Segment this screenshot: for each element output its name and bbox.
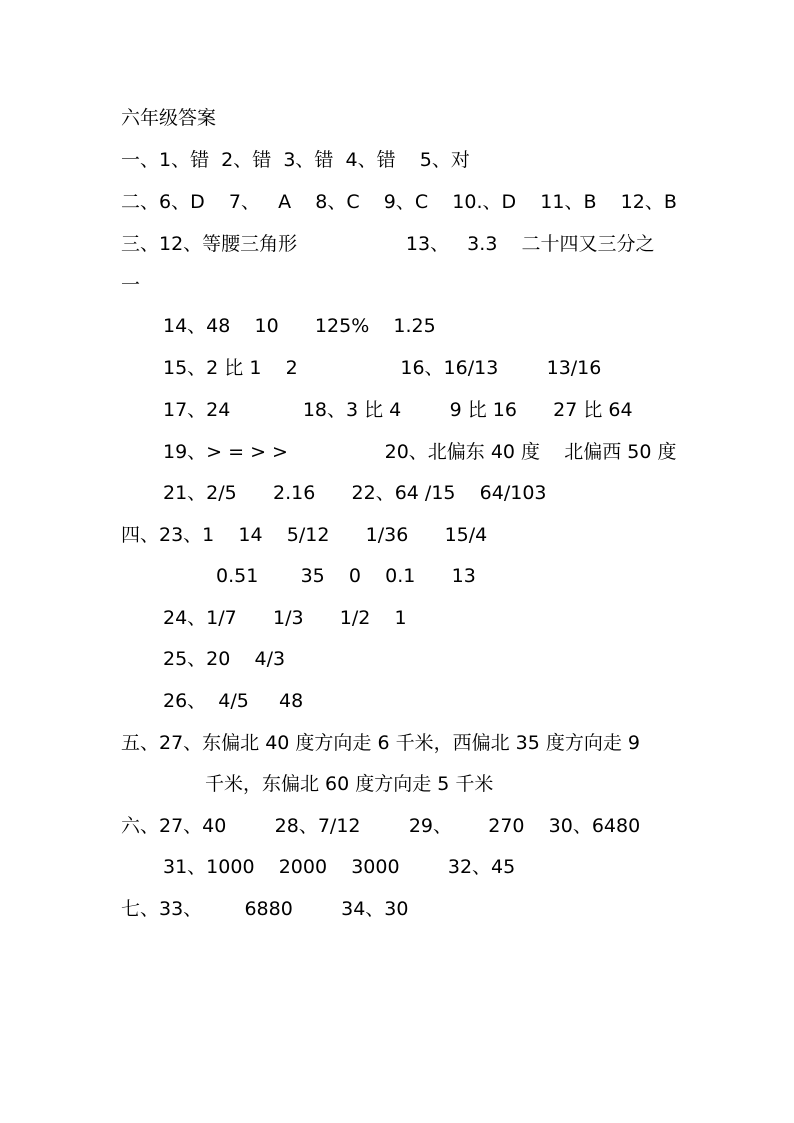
section-5-answers-line-1: 五、27、东偏北 40 度方向走 6 千米，西偏北 35 度方向走 9 xyxy=(121,732,640,754)
section-6-answers-line-2: 31、1000 2000 3000 32、45 xyxy=(163,856,516,878)
section-4-answers-line-2: 0.51 35 0 0.1 13 xyxy=(216,565,476,587)
answer-line-24: 24、1/7 1/3 1/2 1 xyxy=(163,607,407,629)
answer-line-17-18: 17、24 18、3 比 4 9 比 16 27 比 64 xyxy=(163,399,633,421)
section-3-answers-line-1: 三、12、等腰三角形 13、 3.3 二十四又三分之 xyxy=(121,233,655,255)
section-3-answers-line-2: 一 xyxy=(121,274,141,296)
answer-line-21-22: 21、2/5 2.16 22、64 /15 64/103 xyxy=(163,482,547,504)
document-title: 六年级答案 xyxy=(121,107,217,129)
section-7-answers: 七、33、 6880 34、30 xyxy=(121,898,409,920)
answer-line-25: 25、20 4/3 xyxy=(163,648,286,670)
answer-line-26: 26、 4/5 48 xyxy=(163,690,304,712)
section-6-answers-line-1: 六、27、40 28、7/12 29、 270 30、6480 xyxy=(121,815,641,837)
answer-line-14: 14、48 10 125% 1.25 xyxy=(163,315,436,337)
answer-line-19-20: 19、> = > > 20、北偏东 40 度 北偏西 50 度 xyxy=(163,441,677,463)
section-2-answers: 二、6、D 7、 A 8、C 9、C 10.、D 11、B 12、B xyxy=(121,191,677,213)
section-4-answers-line-1: 四、23、1 14 5/12 1/36 15/4 xyxy=(121,524,488,546)
section-5-answers-line-2: 千米，东偏北 60 度方向走 5 千米 xyxy=(205,773,494,795)
answer-line-15-16: 15、2 比 1 2 16、16/13 13/16 xyxy=(163,357,602,379)
section-1-answers: 一、1、错 2、错 3、错 4、错 5、对 xyxy=(121,149,470,171)
